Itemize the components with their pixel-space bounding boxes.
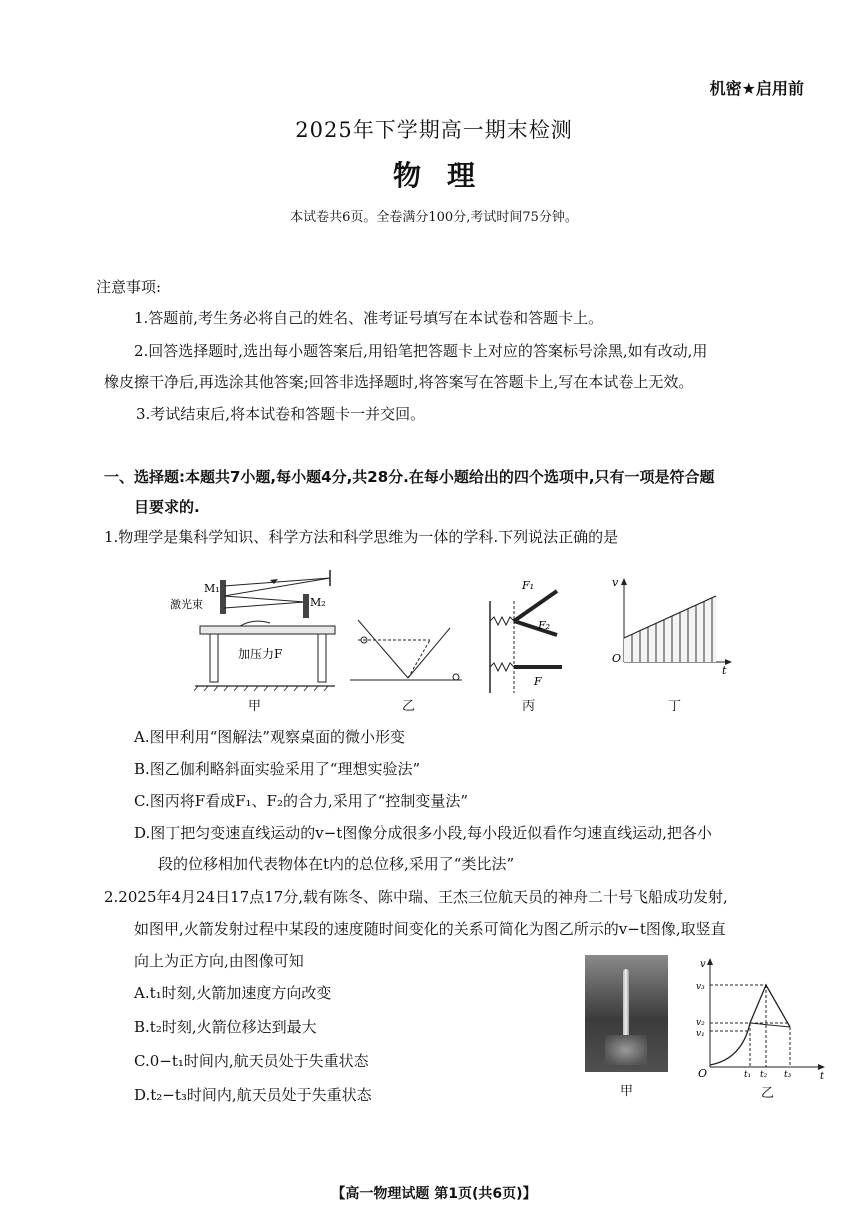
- label-m1: M₁: [204, 582, 220, 595]
- q2-label-t2: t₂: [760, 1070, 768, 1080]
- q2-label-v: v: [700, 959, 706, 970]
- q1-figure-jia: [160, 570, 340, 695]
- q2-rocket-photo: [585, 955, 668, 1072]
- q2-label-v1: v₁: [696, 1029, 705, 1039]
- q2-option-a: A.t₁时刻,火箭加速度方向改变: [134, 984, 332, 1002]
- subject-title: 物理: [392, 159, 501, 192]
- notice-item-3: 3.考试结束后,将本试卷和答题卡一并交回。: [136, 405, 426, 423]
- confidential-label: 机密★启用前: [709, 79, 804, 98]
- q2-label-o: O: [698, 1067, 708, 1080]
- label-origin-o: O: [612, 652, 622, 665]
- section1-line2: 目要求的.: [134, 498, 200, 516]
- q2-label-t: t: [820, 1071, 825, 1082]
- q2-caption-jia: 甲: [620, 1084, 634, 1099]
- notice-heading: 注意事项:: [96, 278, 162, 296]
- notice-item-2-line2: 橡皮擦干净后,再选涂其他答案;回答非选择题时,将答案写在答题卡上,写在本试卷上无效。: [104, 373, 694, 391]
- q1-option-d-line1: D.图丁把匀变速直线运动的v−t图像分成很多小段,每小段近似看作匀速直线运动,把各小: [134, 824, 712, 842]
- q2-label-v3: v₃: [696, 982, 705, 992]
- q2-vt-graph: [690, 955, 830, 1080]
- caption-jia: 甲: [248, 699, 262, 714]
- q1-option-d-line2: 段的位移相加代表物体在t内的总位移,采用了“类比法”: [158, 855, 515, 873]
- label-laser: 激光束: [170, 598, 203, 611]
- q1-figure-bing: [482, 575, 602, 695]
- label-f: F: [534, 675, 542, 688]
- exam-info: 本试卷共6页。全卷满分100分,考试时间75分钟。: [290, 210, 578, 225]
- label-axis-v: v: [612, 576, 619, 589]
- caption-bing: 丙: [522, 699, 536, 714]
- page-footer: 【高一物理试题 第1页(共6页)】: [331, 1186, 537, 1202]
- exam-title: 2025年下学期高一期末检测: [295, 118, 573, 142]
- q1-option-a: A.图甲利用“图解法”观察桌面的微小形变: [134, 728, 405, 746]
- q2-option-d: D.t₂−t₃时间内,航天员处于失重状态: [134, 1086, 372, 1104]
- caption-ding: 丁: [668, 699, 682, 714]
- q2-stem-line3: 向上为正方向,由图像可知: [134, 952, 304, 970]
- q1-stem: 1.物理学是集科学知识、科学方法和科学思维为一体的学科.下列说法正确的是: [104, 528, 619, 546]
- q1-option-c: C.图丙将F看成F₁、F₂的合力,采用了“控制变量法”: [134, 792, 469, 810]
- smoke-shape: [605, 1035, 647, 1065]
- q2-label-t1: t₁: [744, 1070, 752, 1080]
- label-axis-t: t: [722, 664, 727, 677]
- label-m2: M₂: [310, 596, 326, 609]
- q2-option-b: B.t₂时刻,火箭位移达到最大: [134, 1018, 317, 1036]
- q1-figure-ding: [610, 576, 735, 676]
- q2-label-v2: v₂: [696, 1018, 705, 1028]
- notice-item-2-line1: 2.回答选择题时,选出每小题答案后,用铅笔把答题卡上对应的答案标号涂黑,如有改动,用: [134, 342, 708, 360]
- q2-label-t3: t₃: [784, 1070, 792, 1080]
- q2-caption-yi: 乙: [761, 1086, 775, 1101]
- q1-figure-yi: [350, 620, 470, 690]
- q2-stem-line1: 2.2025年4月24日17点17分,载有陈冬、陈中瑞、王杰三位航天员的神舟二十号飞船成功发射,: [104, 888, 728, 906]
- section1-line1: 一、选择题:本题共7小题,每小题4分,共28分.在每小题给出的四个选项中,只有一项是符合题: [104, 468, 715, 486]
- label-f1: F₁: [522, 579, 535, 592]
- q1-option-b: B.图乙伽利略斜面实验采用了“理想实验法”: [134, 760, 421, 778]
- caption-yi: 乙: [402, 699, 416, 714]
- q2-stem-line2: 如图甲,火箭发射过程中某段的速度随时间变化的关系可简化为图乙所示的v−t图像,取竖直: [134, 920, 726, 938]
- label-force: 加压力F: [238, 647, 283, 661]
- label-f2: F₂: [538, 619, 551, 632]
- notice-item-1: 1.答题前,考生务必将自己的姓名、准考证号填写在本试卷和答题卡上。: [134, 309, 604, 327]
- q2-option-c: C.0−t₁时间内,航天员处于失重状态: [134, 1052, 369, 1070]
